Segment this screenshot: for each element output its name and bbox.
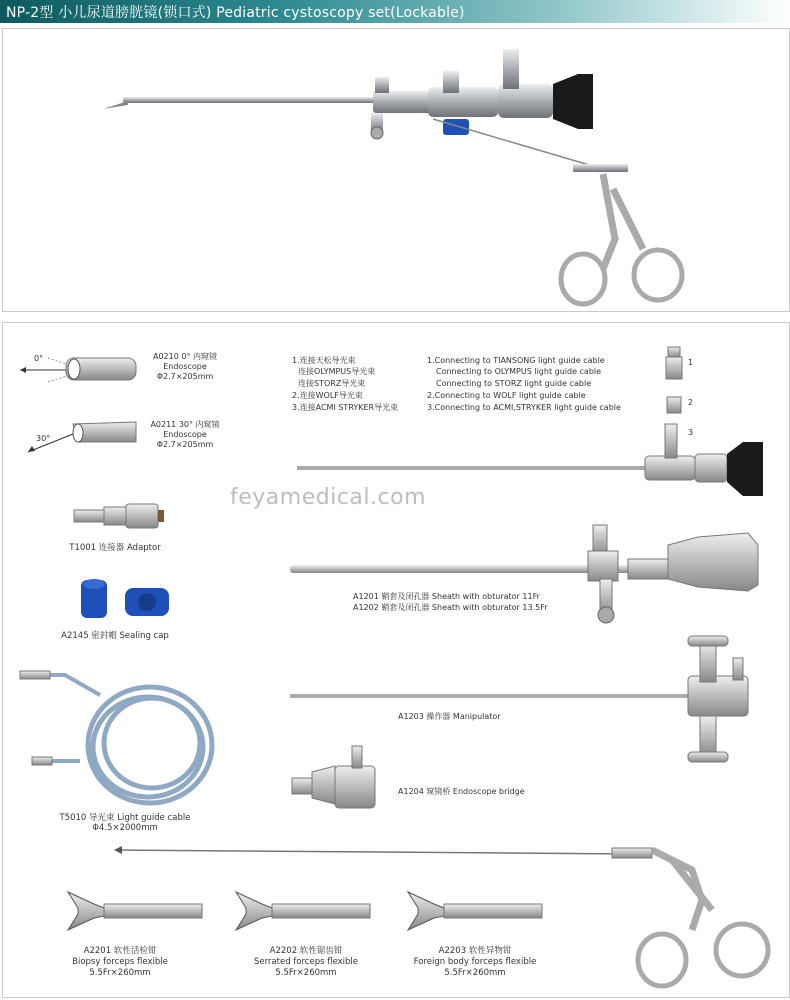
endoscope-30-code: A0211 30° 内窥镜 — [150, 420, 220, 429]
forceps-3-size: 5.5Fr×260mm — [444, 968, 506, 978]
light-connectors-image — [660, 345, 690, 420]
conn-cn-5: 3.连接ACMI STRYKER导光束 — [292, 403, 399, 412]
conn-en-5: 3.Connecting to ACMI,STRYKER light guide cable — [427, 403, 621, 412]
endoscope-0-size: Φ2.7×205mm — [156, 372, 214, 381]
conn-cn-2: 连接OLYMPUS导光束 — [298, 367, 376, 376]
conn-en-4: 2.Connecting to WOLF light guide cable — [427, 391, 586, 400]
angle-label-30: 30° — [36, 434, 51, 443]
sealing-cap-label: A2145 密封帽 Sealing cap — [61, 631, 169, 641]
serrated-forceps-image — [232, 888, 372, 934]
endoscope-bridge-label: A1204 窥镜桥 Endoscope bridge — [398, 787, 525, 796]
endoscope-30-size: Φ2.7×205mm — [156, 440, 214, 449]
sheath-11fr-label: A1201 鞘套及闭孔器 Sheath with obturator 11Fr — [353, 592, 540, 601]
endoscope-0-name: Endoscope — [163, 362, 207, 371]
forceps-2-name: Serrated forceps flexible — [253, 957, 359, 967]
endoscope-0-code: A0210 0° 内窥镜 — [152, 352, 217, 361]
biopsy-forceps-image — [64, 888, 204, 934]
angle-label-0: 0° — [34, 354, 44, 363]
forceps-2-code: A2202 软性锯齿钳 — [269, 946, 343, 956]
connector-number-1: 1 — [688, 358, 694, 367]
cable-size: Φ4.5×2000mm — [92, 823, 158, 833]
assembled-cystoscope-image — [3, 29, 789, 311]
conn-cn-3: 连接STORZ导光束 — [298, 379, 366, 388]
sheath-13fr-label: A1202 鞘套及闭孔器 Sheath with obturator 13.5Fr — [353, 603, 548, 612]
assembled-set-panel — [2, 28, 790, 312]
forceps-1-size: 5.5Fr×260mm — [89, 968, 151, 978]
watermark: feyamedical.com — [230, 485, 426, 510]
foreign-body-forceps-image — [404, 888, 544, 934]
endoscope-bridge-image — [290, 742, 385, 812]
sealing-cap-image — [75, 574, 175, 624]
conn-en-1: 1.Connecting to TIANSONG light guide cable — [427, 356, 605, 365]
adaptor-image — [72, 502, 167, 530]
light-guide-cable-image — [20, 665, 220, 815]
page-title: NP-2型 小儿尿道膀胱镜(锁口式) Pediatric cystoscopy set(Lockable) — [6, 5, 465, 21]
telescope-image — [295, 420, 765, 500]
forceps-3-name: Foreign body forceps flexible — [413, 957, 537, 967]
forceps-2-size: 5.5Fr×260mm — [275, 968, 337, 978]
conn-en-2: Connecting to OLYMPUS light guide cable — [436, 367, 602, 376]
connector-number-2: 2 — [688, 398, 694, 407]
forceps-1-name: Biopsy forceps flexible — [72, 957, 168, 967]
conn-cn-4: 2.连接WOLF导光束 — [292, 391, 363, 400]
forceps-1-code: A2201 软性活检钳 — [83, 946, 157, 956]
conn-cn-1: 1.连接天松导光束 — [292, 356, 356, 365]
adaptor-label: T1001 连接器 Adaptor — [69, 543, 161, 553]
cable-label: T5010 导光束 Light guide cable — [59, 813, 191, 823]
conn-en-3: Connecting to STORZ light guide cable — [436, 379, 592, 388]
connector-number-3: 3 — [688, 428, 694, 437]
forceps-3-code: A2203 软性异物钳 — [438, 946, 512, 956]
manipulator-label: A1203 操作器 Manipulator — [398, 712, 501, 721]
endoscope-30-name: Endoscope — [163, 430, 207, 439]
title-bar — [0, 0, 790, 23]
